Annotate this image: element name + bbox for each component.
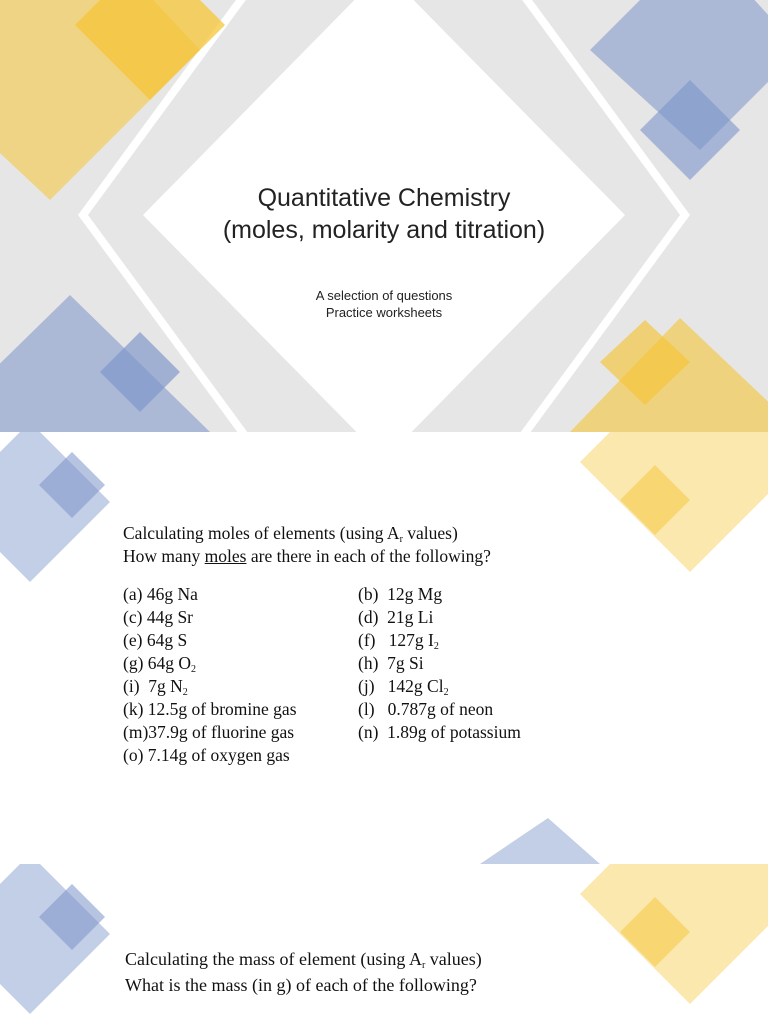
question-text: 44g Sr bbox=[146, 607, 193, 627]
decorative-diamonds bbox=[0, 864, 768, 1024]
question-text: 7g Si bbox=[387, 653, 424, 673]
question-prompt bbox=[125, 974, 477, 996]
question-text: 64g O bbox=[147, 653, 192, 673]
question-text: 1.89g of potassium bbox=[387, 722, 521, 742]
question-text: 7g N bbox=[148, 676, 183, 696]
heading-subscript: r bbox=[399, 534, 403, 545]
question-text: 12g Mg bbox=[387, 584, 443, 604]
question-text: 0.787g of neon bbox=[387, 699, 494, 719]
worksheet-slide-moles bbox=[0, 432, 768, 864]
question-c bbox=[123, 606, 193, 629]
question-label: (d) bbox=[358, 607, 379, 627]
question-subscript: 2 bbox=[182, 687, 188, 698]
question-text: 37.9g of fluorine gas bbox=[148, 722, 295, 742]
question-text: 21g Li bbox=[387, 607, 434, 627]
title bbox=[150, 182, 618, 246]
prompt-text: What is the mass (in g) of each of the following? bbox=[125, 975, 477, 995]
question-text: 64g S bbox=[146, 630, 188, 650]
question-e bbox=[123, 629, 187, 652]
question-label: (g) bbox=[123, 653, 144, 673]
heading-text-end: values) bbox=[402, 523, 458, 543]
question-prompt bbox=[123, 545, 491, 567]
heading-subscript: r bbox=[421, 960, 426, 971]
question-text: 142g Cl bbox=[387, 676, 444, 696]
subtitle-line-2: Practice worksheets bbox=[325, 305, 443, 320]
heading bbox=[125, 948, 482, 977]
question-label: (c) bbox=[123, 607, 143, 627]
blue-diamond bbox=[0, 432, 110, 582]
heading-text: Calculating moles of elements (using A bbox=[123, 523, 400, 543]
subtitle-line-1: A selection of questions bbox=[315, 288, 453, 303]
question-label: (o) bbox=[123, 745, 144, 765]
question-k bbox=[123, 698, 297, 721]
question-text: 127g I bbox=[388, 630, 434, 650]
question-b bbox=[358, 583, 442, 606]
question-l bbox=[358, 698, 493, 721]
question-label: (m) bbox=[123, 722, 149, 742]
question-subscript: 2 bbox=[191, 664, 197, 675]
prompt-text: How many bbox=[123, 546, 205, 566]
question-label: (j) bbox=[358, 676, 375, 696]
question-h bbox=[358, 652, 424, 675]
question-m bbox=[123, 721, 294, 744]
question-text: 12.5g of bromine gas bbox=[147, 699, 297, 719]
question-label: (h) bbox=[358, 653, 379, 673]
question-label: (l) bbox=[358, 699, 375, 719]
question-label: (a) bbox=[123, 584, 143, 604]
question-text: 46g Na bbox=[146, 584, 198, 604]
blue-diamond bbox=[0, 864, 110, 1014]
question-label: (k) bbox=[123, 699, 144, 719]
title-slide bbox=[0, 0, 768, 432]
question-label: (f) bbox=[358, 630, 376, 650]
question-a bbox=[123, 583, 198, 606]
question-d bbox=[358, 606, 433, 629]
question-text: 7.14g of oxygen gas bbox=[147, 745, 290, 765]
question-label: (n) bbox=[358, 722, 379, 742]
heading-text-end: values) bbox=[425, 949, 482, 969]
subtitle bbox=[150, 287, 618, 321]
question-label: (i) bbox=[123, 676, 140, 696]
prompt-text-end: are there in each of the following? bbox=[246, 546, 491, 566]
question-o bbox=[123, 744, 290, 767]
title-line-1: Quantitative Chemistry bbox=[257, 184, 511, 212]
question-label: (b) bbox=[358, 584, 379, 604]
question-label: (e) bbox=[123, 630, 143, 650]
question-n bbox=[358, 721, 521, 744]
title-line-2: (moles, molarity and titration) bbox=[222, 216, 546, 244]
worksheet-slide-mass bbox=[0, 864, 768, 1024]
question-subscript: 2 bbox=[443, 687, 449, 698]
blue-diamond bbox=[480, 818, 600, 864]
heading-text: Calculating the mass of element (using A bbox=[125, 949, 422, 969]
question-subscript: 2 bbox=[433, 641, 439, 652]
prompt-underlined: moles bbox=[204, 546, 247, 566]
